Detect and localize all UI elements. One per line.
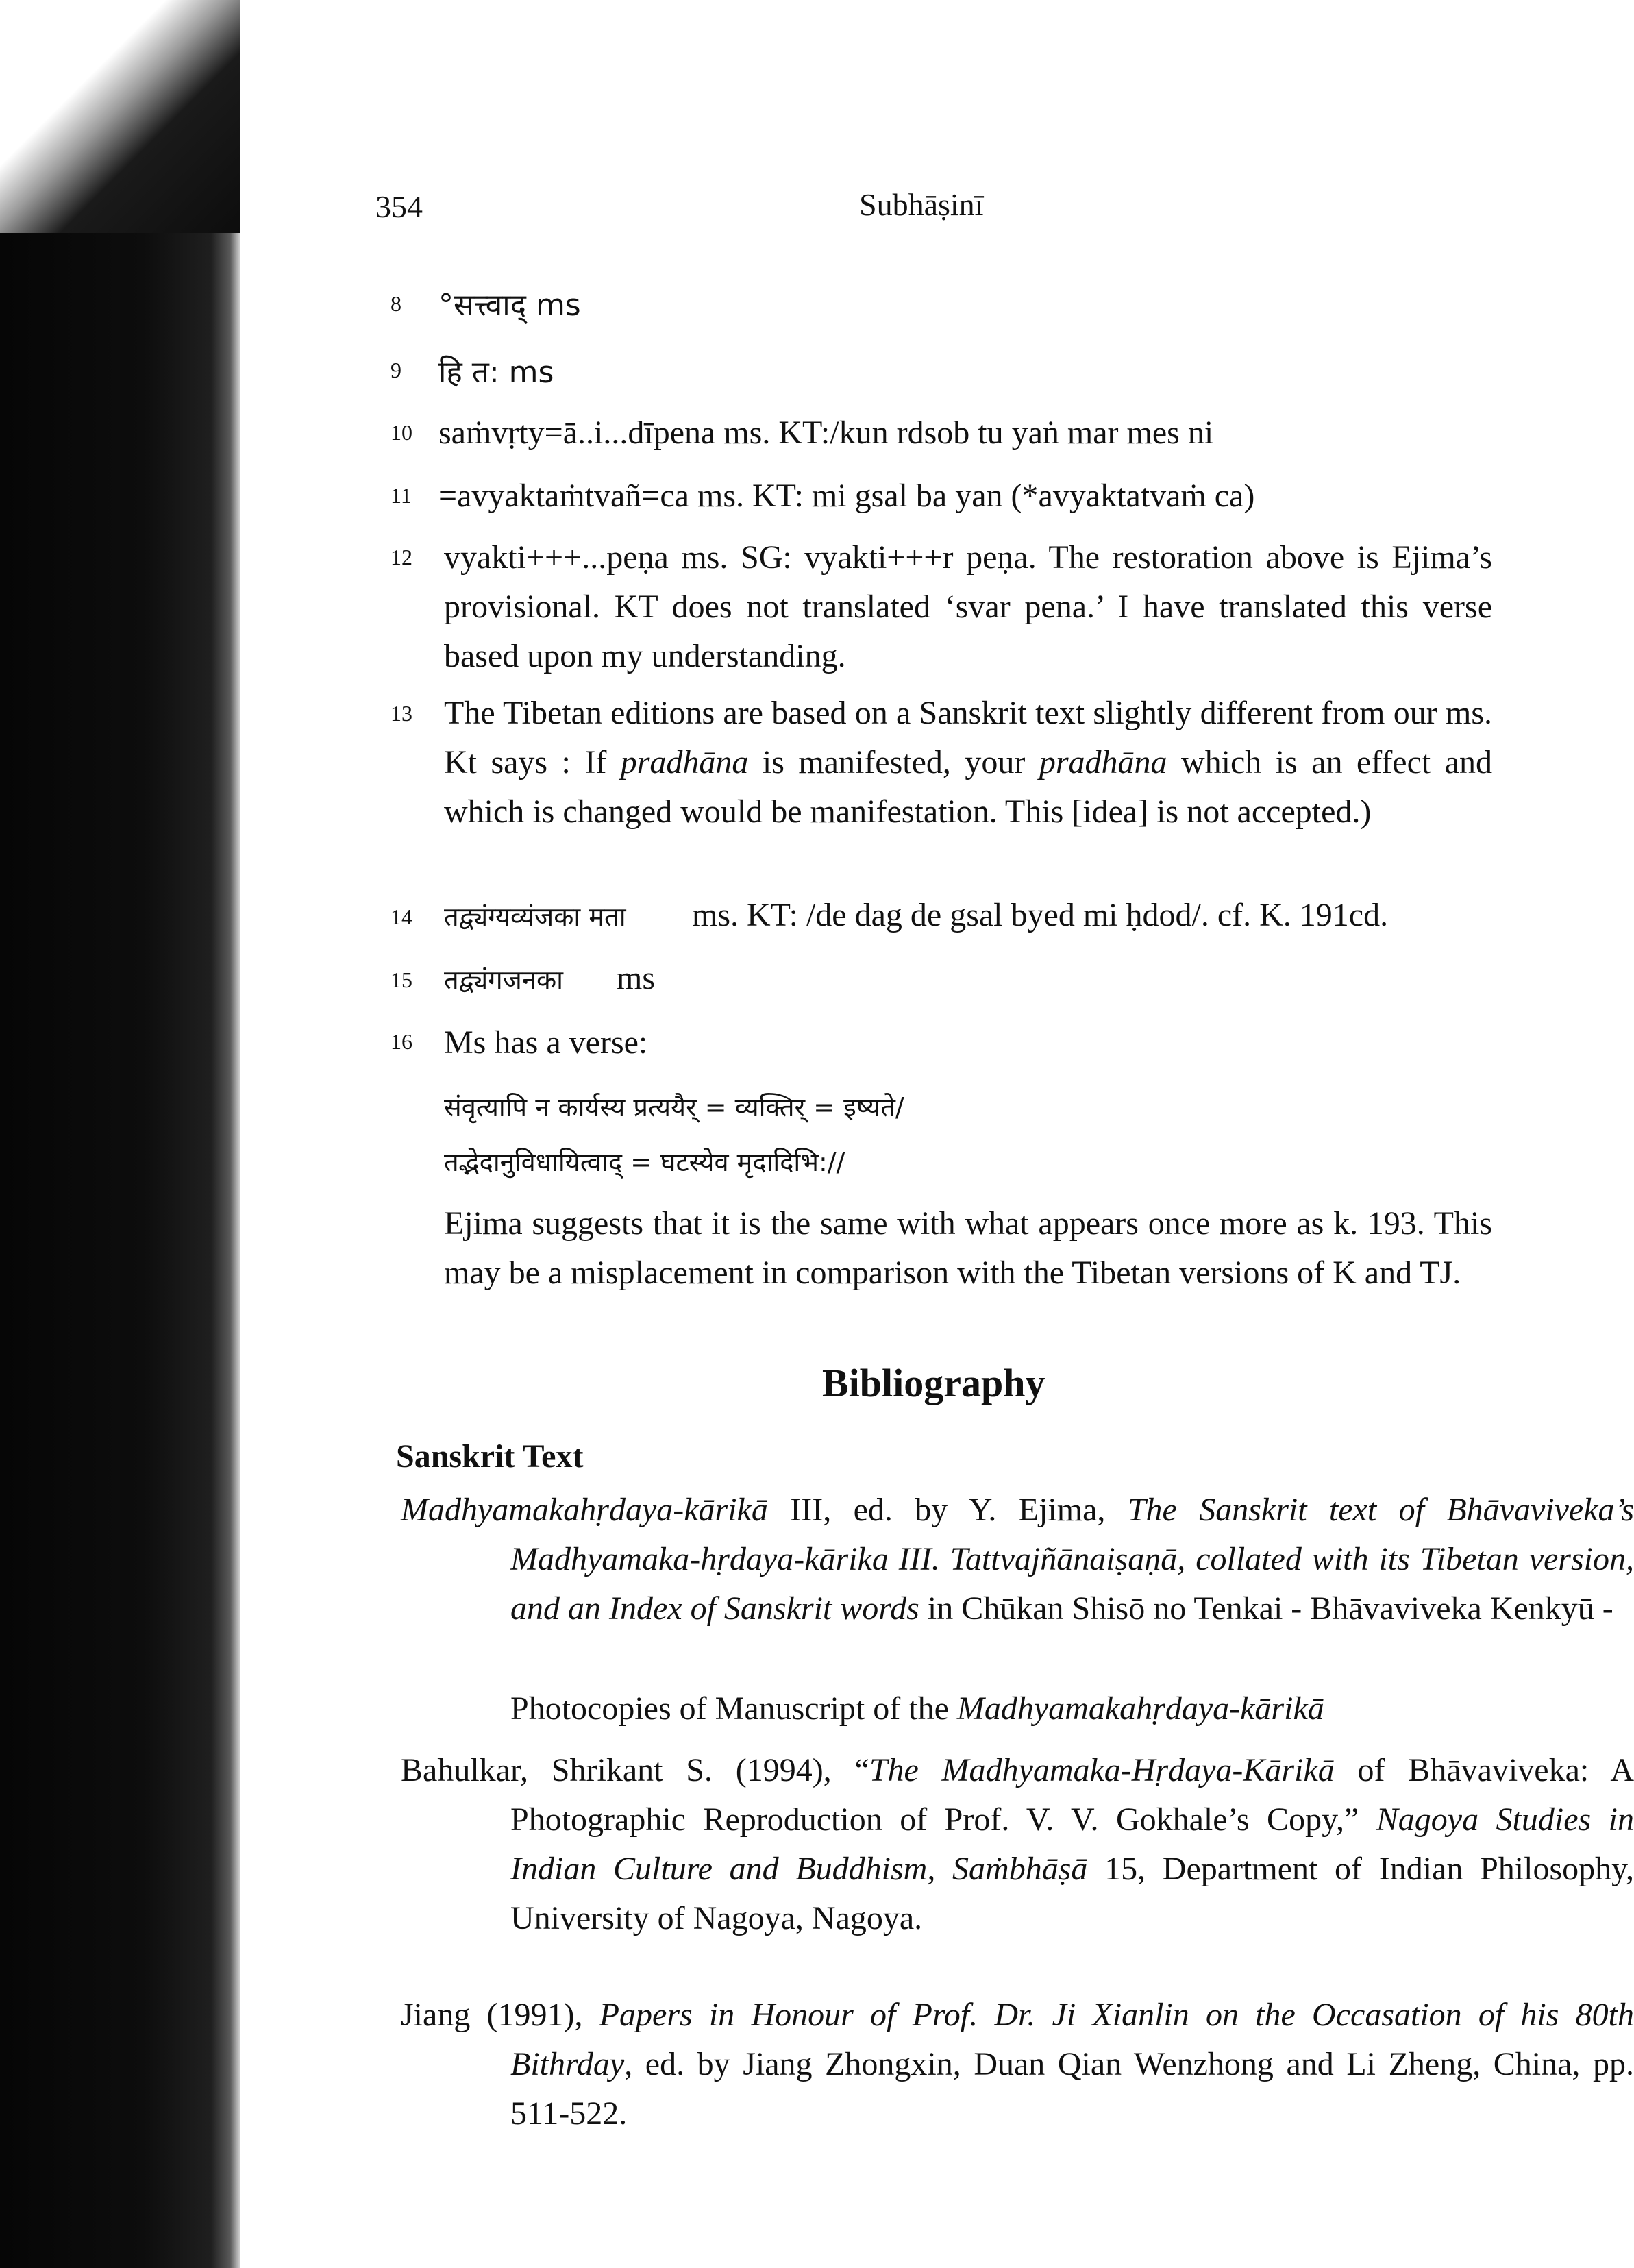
bibliography-entry: Madhyamakahṛdaya-kārikā III, ed. by Y. Ejima, The Sanskrit text of Bhāvaviveka’s Madhyamaka-hṛdaya-kārika III. Tattvajñānaiṣaṇā, collated with its Tibetan version, and an Index of Sanskrit words in Chūkan Shisō no Tenkai - Bhāvaviveka Kenkyū - xyxy=(401,1492,1634,1627)
footnote-number: 10 xyxy=(391,420,412,445)
footnote-text: Ms has a verse: xyxy=(444,1024,648,1061)
footnote-number: 15 xyxy=(391,967,412,992)
footnote-number: 8 xyxy=(391,291,401,316)
footnote-text: °सत्त्वाद् ms xyxy=(438,288,581,323)
subsection-heading: Sanskrit Text xyxy=(396,1438,584,1475)
sanskrit-verse-line: संवृत्यापि न कार्यस्य प्रत्ययैर् = व्यक्तिर् = इष्यते/ xyxy=(444,1092,904,1122)
footnote-number: 13 xyxy=(391,701,412,726)
footnote-text: saṁvṛty=ā..i...dīpena ms. KT:/kun rdsob tu yaṅ mar mes ni xyxy=(438,415,1214,451)
footnote-text: ms xyxy=(617,960,656,996)
footnote-number: 12 xyxy=(391,545,412,569)
footnote-number: 11 xyxy=(391,483,412,508)
footnote-text: The Tibetan editions are based on a Sanskrit text slightly different from our ms. Kt says : If pradhāna is manifested, your pradhāna which is an effect and which is changed would be manifestation. This [idea] is not accepted.) xyxy=(444,695,1493,830)
section-heading: Bibliography xyxy=(822,1361,1045,1405)
bibliography-entry: Jiang (1991), Papers in Honour of Prof. Dr. Ji Xianlin on the Occasation of his 80th Bithrday, ed. by Jiang Zhongxin, Duan Qian Wenzhong and Li Zheng, China, pp. 511-522. xyxy=(401,1997,1634,2132)
bibliography-entry: Bahulkar, Shrikant S. (1994), “The Madhyamaka-Hṛdaya-Kārikā of Bhāvaviveka: A Photographic Reproduction of Prof. V. V. Gokhale’s Copy,” Nagoya Studies in Indian Culture and Buddhism, Saṁbhāṣā 15, Department of Indian Philosophy, University of Nagoya, Nagoya. xyxy=(401,1752,1634,1936)
footnote-text: हि त: ms xyxy=(438,355,554,390)
footnote-number: 14 xyxy=(391,904,412,929)
running-title: Subhāṣinī xyxy=(859,187,984,222)
footnote-note: Ejima suggests that it is the same with what appears once more as k. 193. This may be a misplacement in comparison with the Tibetan versions of K and TJ. xyxy=(444,1205,1492,1291)
footnote-text: vyakti+++...peṇa ms. SG: vyakti+++r peṇa. The restoration above is Ejima’s provisional. KT does not translated ‘svar pena.’ I have translated this verse based upon my understanding. xyxy=(444,539,1492,674)
footnote-devanagari: तद्व्यंगजनका xyxy=(444,965,563,995)
bibliography-entry: Photocopies of Manuscript of the Madhyamakahṛdaya-kārikā xyxy=(510,1690,1324,1727)
footnote-number: 16 xyxy=(391,1029,412,1054)
footnote-text: =avyaktaṁtvañ=ca ms. KT: mi gsal ba yan (*avyaktatvaṁ ca) xyxy=(438,478,1255,514)
page-number: 354 xyxy=(375,189,423,224)
footnote-text: ms. KT: /de dag de gsal byed mi ḥdod/. cf. K. 191cd. xyxy=(692,897,1389,933)
footnote-devanagari: तद्व्यंग्यव्यंजका मता xyxy=(444,902,626,932)
sanskrit-verse-line: तद्भेदानुविधायित्वाद् = घटस्येव मृदादिभि:// xyxy=(444,1147,845,1177)
footnote-number: 9 xyxy=(391,358,401,382)
